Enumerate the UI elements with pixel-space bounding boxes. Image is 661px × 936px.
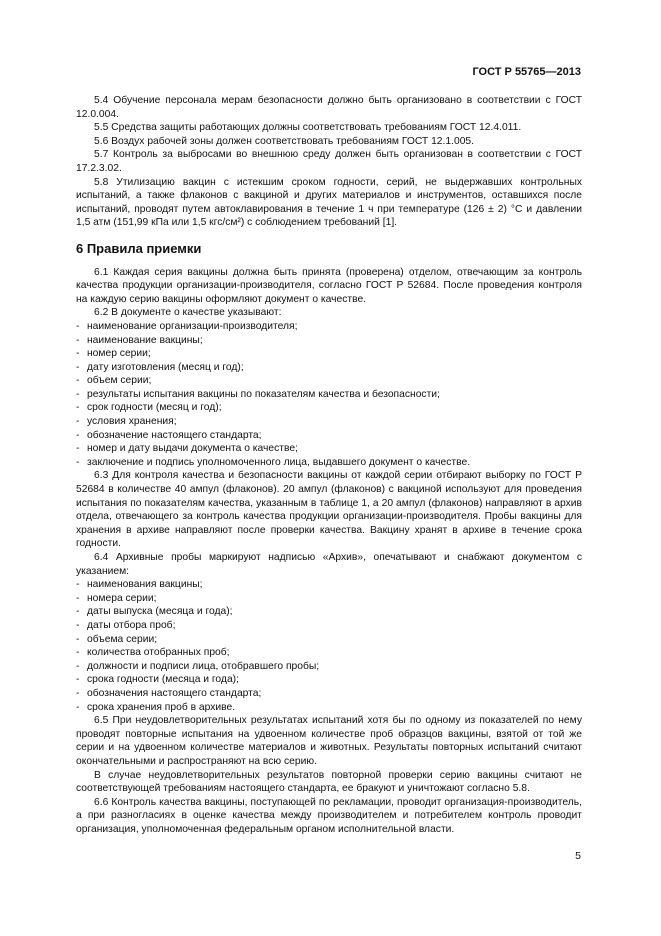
paragraph-6-5-continued: В случае неудовлетворительных результатов повторной проверки серию вакцины считают не соответствующей требованиям настоящего стандарта, ее бракуют и уничтожают согласно 5.8. — [76, 769, 582, 795]
paragraph-5-7: 5.7 Контроль за выбросами во внешнюю среду должен быть организован в соответствии с ГОСТ 17.2.3.02. — [76, 149, 582, 174]
paragraph-6-5: 6.5 При неудовлетворительных результатах испытаний хотя бы по одному из показателей по нему проводят повторные испытания на удвоенном количестве проб образцов вакцины, взятой от той же серии и на удвоенном количестве материалов и животных. Результаты повторных испытаний считают окончательными и распространяют на всю серию. — [76, 715, 582, 767]
list-item: - срок годности (месяц и год); — [76, 402, 222, 414]
list-item: - заключение и подпись уполномоченного лица, выдавшего документ о качестве. — [76, 456, 471, 468]
list-item: - номера серии; — [76, 592, 157, 604]
paragraph-6-6: 6.6 Контроль качества вакцины, поступающей по рекламации, проводит организация-производитель, а при разногласиях в оценке качества между производителем и потребителем контроль проводит организация, уполномоченная федеральным органом исполнительной власти. — [76, 796, 582, 835]
paragraph-6-2: 6.2 В документе о качестве указывают: — [94, 307, 282, 319]
paragraph-5-4: 5.4 Обучение персонала мерам безопасности должно быть организовано в соответствии с ГОСТ 12.0.004. — [76, 95, 582, 120]
list-item: - результаты испытания вакцины по показателям качества и безопасности; — [76, 388, 440, 400]
list-item: - количества отобранных проб; — [76, 647, 230, 659]
paragraph-5-5: 5.5 Средства защиты работающих должны соответствовать требованиям ГОСТ 12.4.011. — [94, 122, 522, 134]
paragraph-5-6: 5.6 Воздух рабочей зоны должен соответствовать требованиям ГОСТ 12.1.005. — [94, 135, 475, 147]
paragraph-6-4: 6.4 Архивные пробы маркируют надписью «Архив», опечатывают и снабжают документом с указанием: — [76, 552, 582, 577]
list-item: - условия хранения; — [76, 416, 177, 428]
list-item: - срока годности (месяца и года); — [76, 674, 239, 686]
list-6-2 — [76, 320, 582, 470]
list-item: - номер и дату выдачи документа о качестве; — [76, 443, 298, 455]
list-item: - номер серии; — [76, 348, 151, 360]
section-6-heading: 6 Правила приемки — [76, 240, 202, 256]
list-item: - срока хранения проб в архиве. — [76, 701, 236, 713]
list-item: - наименование организации-производителя; — [76, 320, 298, 332]
paragraph-6-3: 6.3 Для контроля качества и безопасности вакцины от каждой серии отбирают выборку по ГОСТ Р 52684 в количестве 40 ампул (флаконов). 20 ампул (флаконов) с вакциной используют для проведения испытания по показателям качества, указанным в таблице 1, а 20 ампул (флаконов) направляют в архив отдела, отвечающего за контроль качества продукции организации-производителя. Пробы вакцины для хранения в архиве направляют после проверки качества. Вакцину хранят в архиве в течение срока годности. — [76, 470, 582, 550]
list-item: - обозначение настоящего стандарта; — [76, 429, 262, 441]
list-6-4 — [76, 578, 582, 714]
page-content — [76, 94, 582, 836]
paragraph-6-1: 6.1 Каждая серия вакцины должна быть принята (проверена) отделом, отвечающим за контроль качества продукции организации-производителя, согласно ГОСТ Р 52684. После проведения контроля на каждую серию вакцины оформляют документ о качестве. — [76, 266, 582, 305]
paragraph-5-8: 5.8 Утилизацию вакцин с истекшим сроком годности, серий, не выдержавших контрольных испытаний, а также флаконов с вакциной и других материалов и инструментов, оставшихся после испытаний, проводят путем автоклавирования в течение 1 ч при температуре (126 ± 2) °С и давлении 1,5 атм (151,99 кПа или 1,5 кгс/см²) с соблюдением требований [1]. — [76, 176, 582, 229]
list-item: - объем серии; — [76, 375, 152, 387]
list-item: - наименования вакцины; — [76, 579, 203, 591]
list-item: - объема серии; — [76, 633, 158, 645]
list-item: - наименование вакцины; — [76, 334, 203, 346]
list-item: - дату изготовления (месяц и год); — [76, 361, 244, 373]
list-item: - обозначения настоящего стандарта; — [76, 687, 262, 699]
list-item: - даты выпуска (месяца и года); — [76, 606, 233, 618]
list-item: - должности и подписи лица, отобравшего пробы; — [76, 660, 320, 672]
list-item: - даты отбора проб; — [76, 619, 176, 631]
page-number: 5 — [575, 850, 581, 862]
document-code: ГОСТ Р 55765—2013 — [472, 66, 581, 78]
